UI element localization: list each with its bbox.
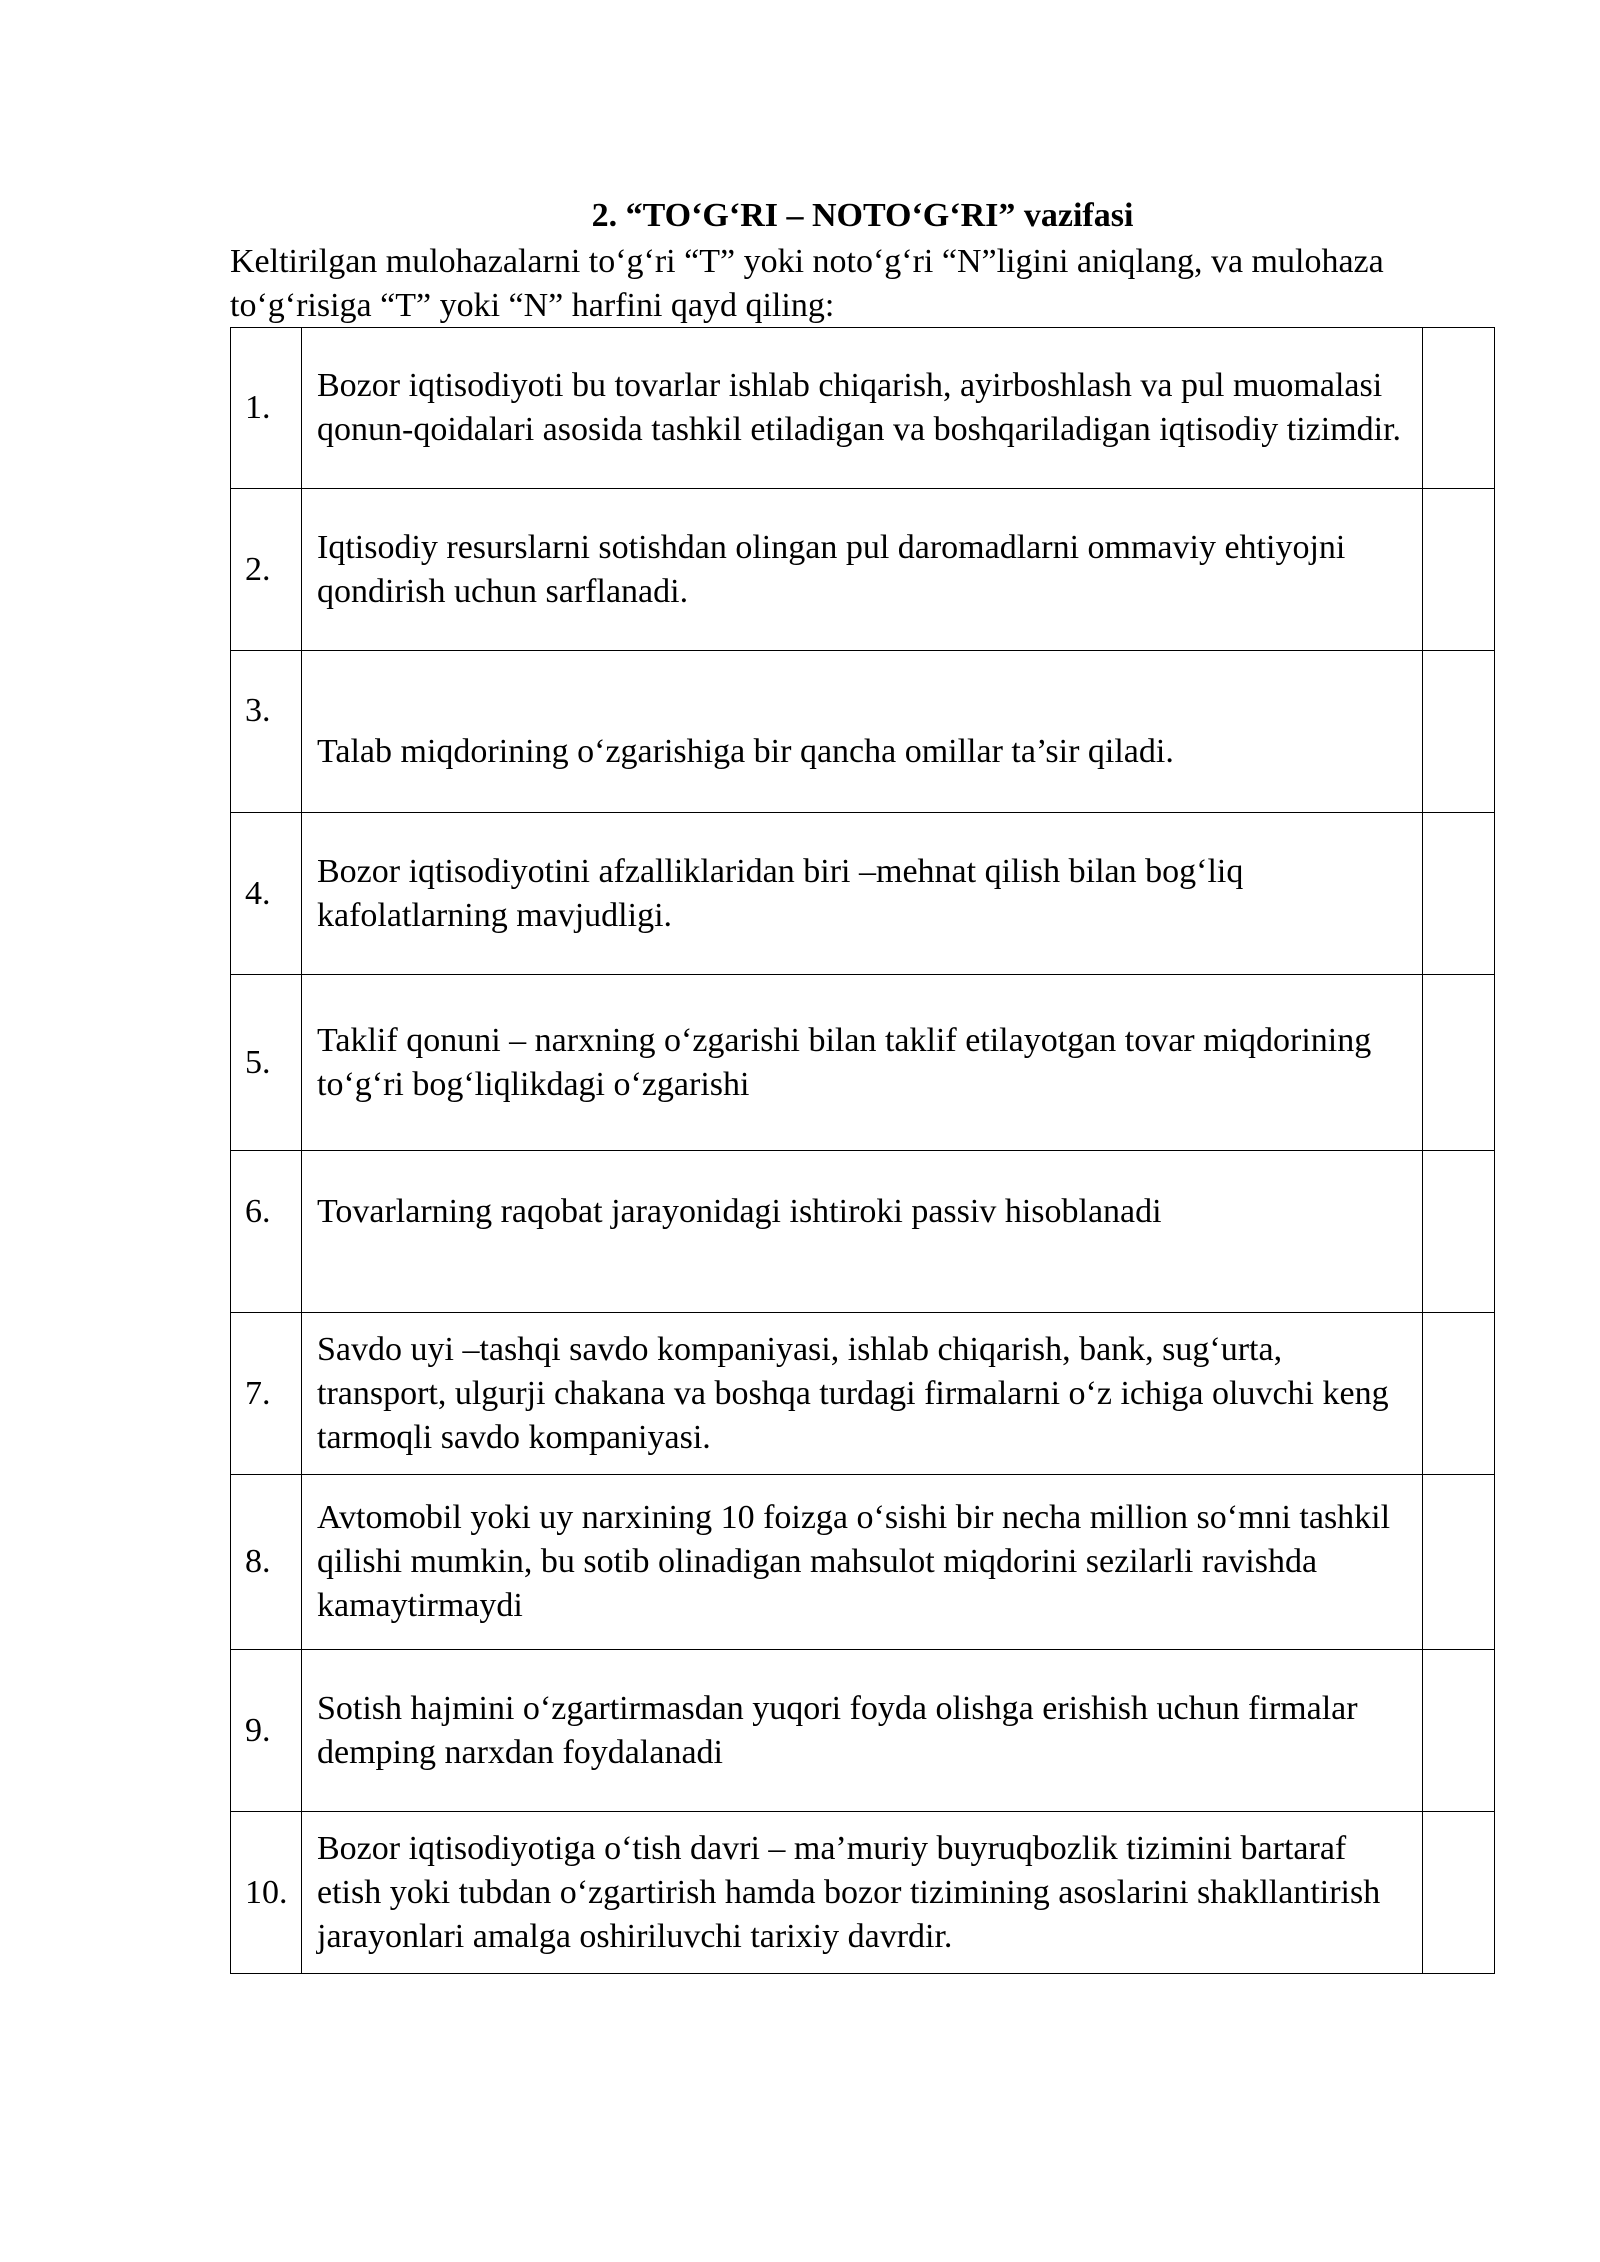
table-row — [231, 328, 1495, 489]
answer-cell[interactable] — [1423, 1650, 1495, 1812]
item-number: 5. — [231, 975, 302, 1151]
statement-text: Taklif qonuni – narxning o‘zgarishi bilan taklif etilayotgan tovar miqdorining to‘g‘ri bog‘liqlikdagi o‘zgarishi — [302, 975, 1423, 1151]
page-title: 2. “TO‘G‘RI – NOTO‘G‘RI” vazifasi — [591, 197, 1134, 234]
answer-cell[interactable] — [1423, 1313, 1495, 1475]
answer-cell[interactable] — [1423, 1475, 1495, 1650]
statement-text: Bozor iqtisodiyoti bu tovarlar ishlab chiqarish, ayirboshlash va pul muomalasi qonun-qoidalari asosida tashkil etiladigan va boshqariladigan iqtisodiy tizimdir. — [302, 328, 1423, 489]
table-row — [231, 489, 1495, 651]
statement-text: Bozor iqtisodiyotini afzalliklaridan biri –mehnat qilish bilan bog‘liq kafolatlarning mavjudligi. — [302, 813, 1423, 975]
item-number: 8. — [231, 1475, 302, 1650]
statement-text: Iqtisodiy resurslarni sotishdan olingan pul daromadlarni ommaviy ehtiyojni qondirish uchun sarflanadi. — [302, 489, 1423, 651]
item-number: 7. — [231, 1313, 302, 1475]
item-number: 2. — [231, 489, 302, 651]
item-number: 3. — [231, 651, 302, 813]
item-number: 9. — [231, 1650, 302, 1812]
table-row — [231, 1812, 1495, 1974]
answer-cell[interactable] — [1423, 489, 1495, 651]
item-number: 1. — [231, 328, 302, 489]
statement-text: Bozor iqtisodiyotiga o‘tish davri – ma’muriy buyruqbozlik tizimini bartaraf etish yoki tubdan o‘zgartirish hamda bozor tizimining asoslarini shakllantirish jarayonlari amalga oshiriluvchi tarixiy davrdir. — [302, 1812, 1423, 1974]
statements-table — [230, 327, 1495, 1974]
table-row — [231, 1650, 1495, 1812]
statement-text: Savdo uyi –tashqi savdo kompaniyasi, ishlab chiqarish, bank, sug‘urta, transport, ulgurji chakana va boshqa turdagi firmalarni o‘z ichiga oluvchi keng tarmoqli savdo kompaniyasi. — [302, 1313, 1423, 1475]
table-row — [231, 975, 1495, 1151]
answer-cell[interactable] — [1423, 1812, 1495, 1974]
table-row — [231, 1313, 1495, 1475]
answer-cell[interactable] — [1423, 975, 1495, 1151]
table-row — [231, 1475, 1495, 1650]
item-number: 10. — [231, 1812, 302, 1974]
answer-cell[interactable] — [1423, 328, 1495, 489]
table-row — [231, 1151, 1495, 1313]
answer-cell[interactable] — [1423, 651, 1495, 813]
instructions: Keltirilgan mulohazalarni to‘g‘ri “T” yoki noto‘g‘ri “N”ligini aniqlang, va mulohaza to‘g‘risiga “T” yoki “N” harfini qayd qiling: — [230, 243, 1384, 324]
table-row — [231, 813, 1495, 975]
item-number: 4. — [231, 813, 302, 975]
table-row — [231, 651, 1495, 813]
statement-text: Tovarlarning raqobat jarayonidagi ishtiroki passiv hisoblanadi — [302, 1151, 1423, 1313]
statement-text: Talab miqdorining o‘zgarishiga bir qancha omillar ta’sir qiladi. — [302, 651, 1423, 813]
item-number: 6. — [231, 1151, 302, 1313]
answer-cell[interactable] — [1423, 1151, 1495, 1313]
statement-text: Avtomobil yoki uy narxining 10 foizga o‘sishi bir necha million so‘mni tashkil qilishi mumkin, bu sotib olinadigan mahsulot miqdorini sezilarli ravishda kamaytirmaydi — [302, 1475, 1423, 1650]
statement-text: Sotish hajmini o‘zgartirmasdan yuqori foyda olishga erishish uchun firmalar demping narxdan foydalanadi — [302, 1650, 1423, 1812]
answer-cell[interactable] — [1423, 813, 1495, 975]
